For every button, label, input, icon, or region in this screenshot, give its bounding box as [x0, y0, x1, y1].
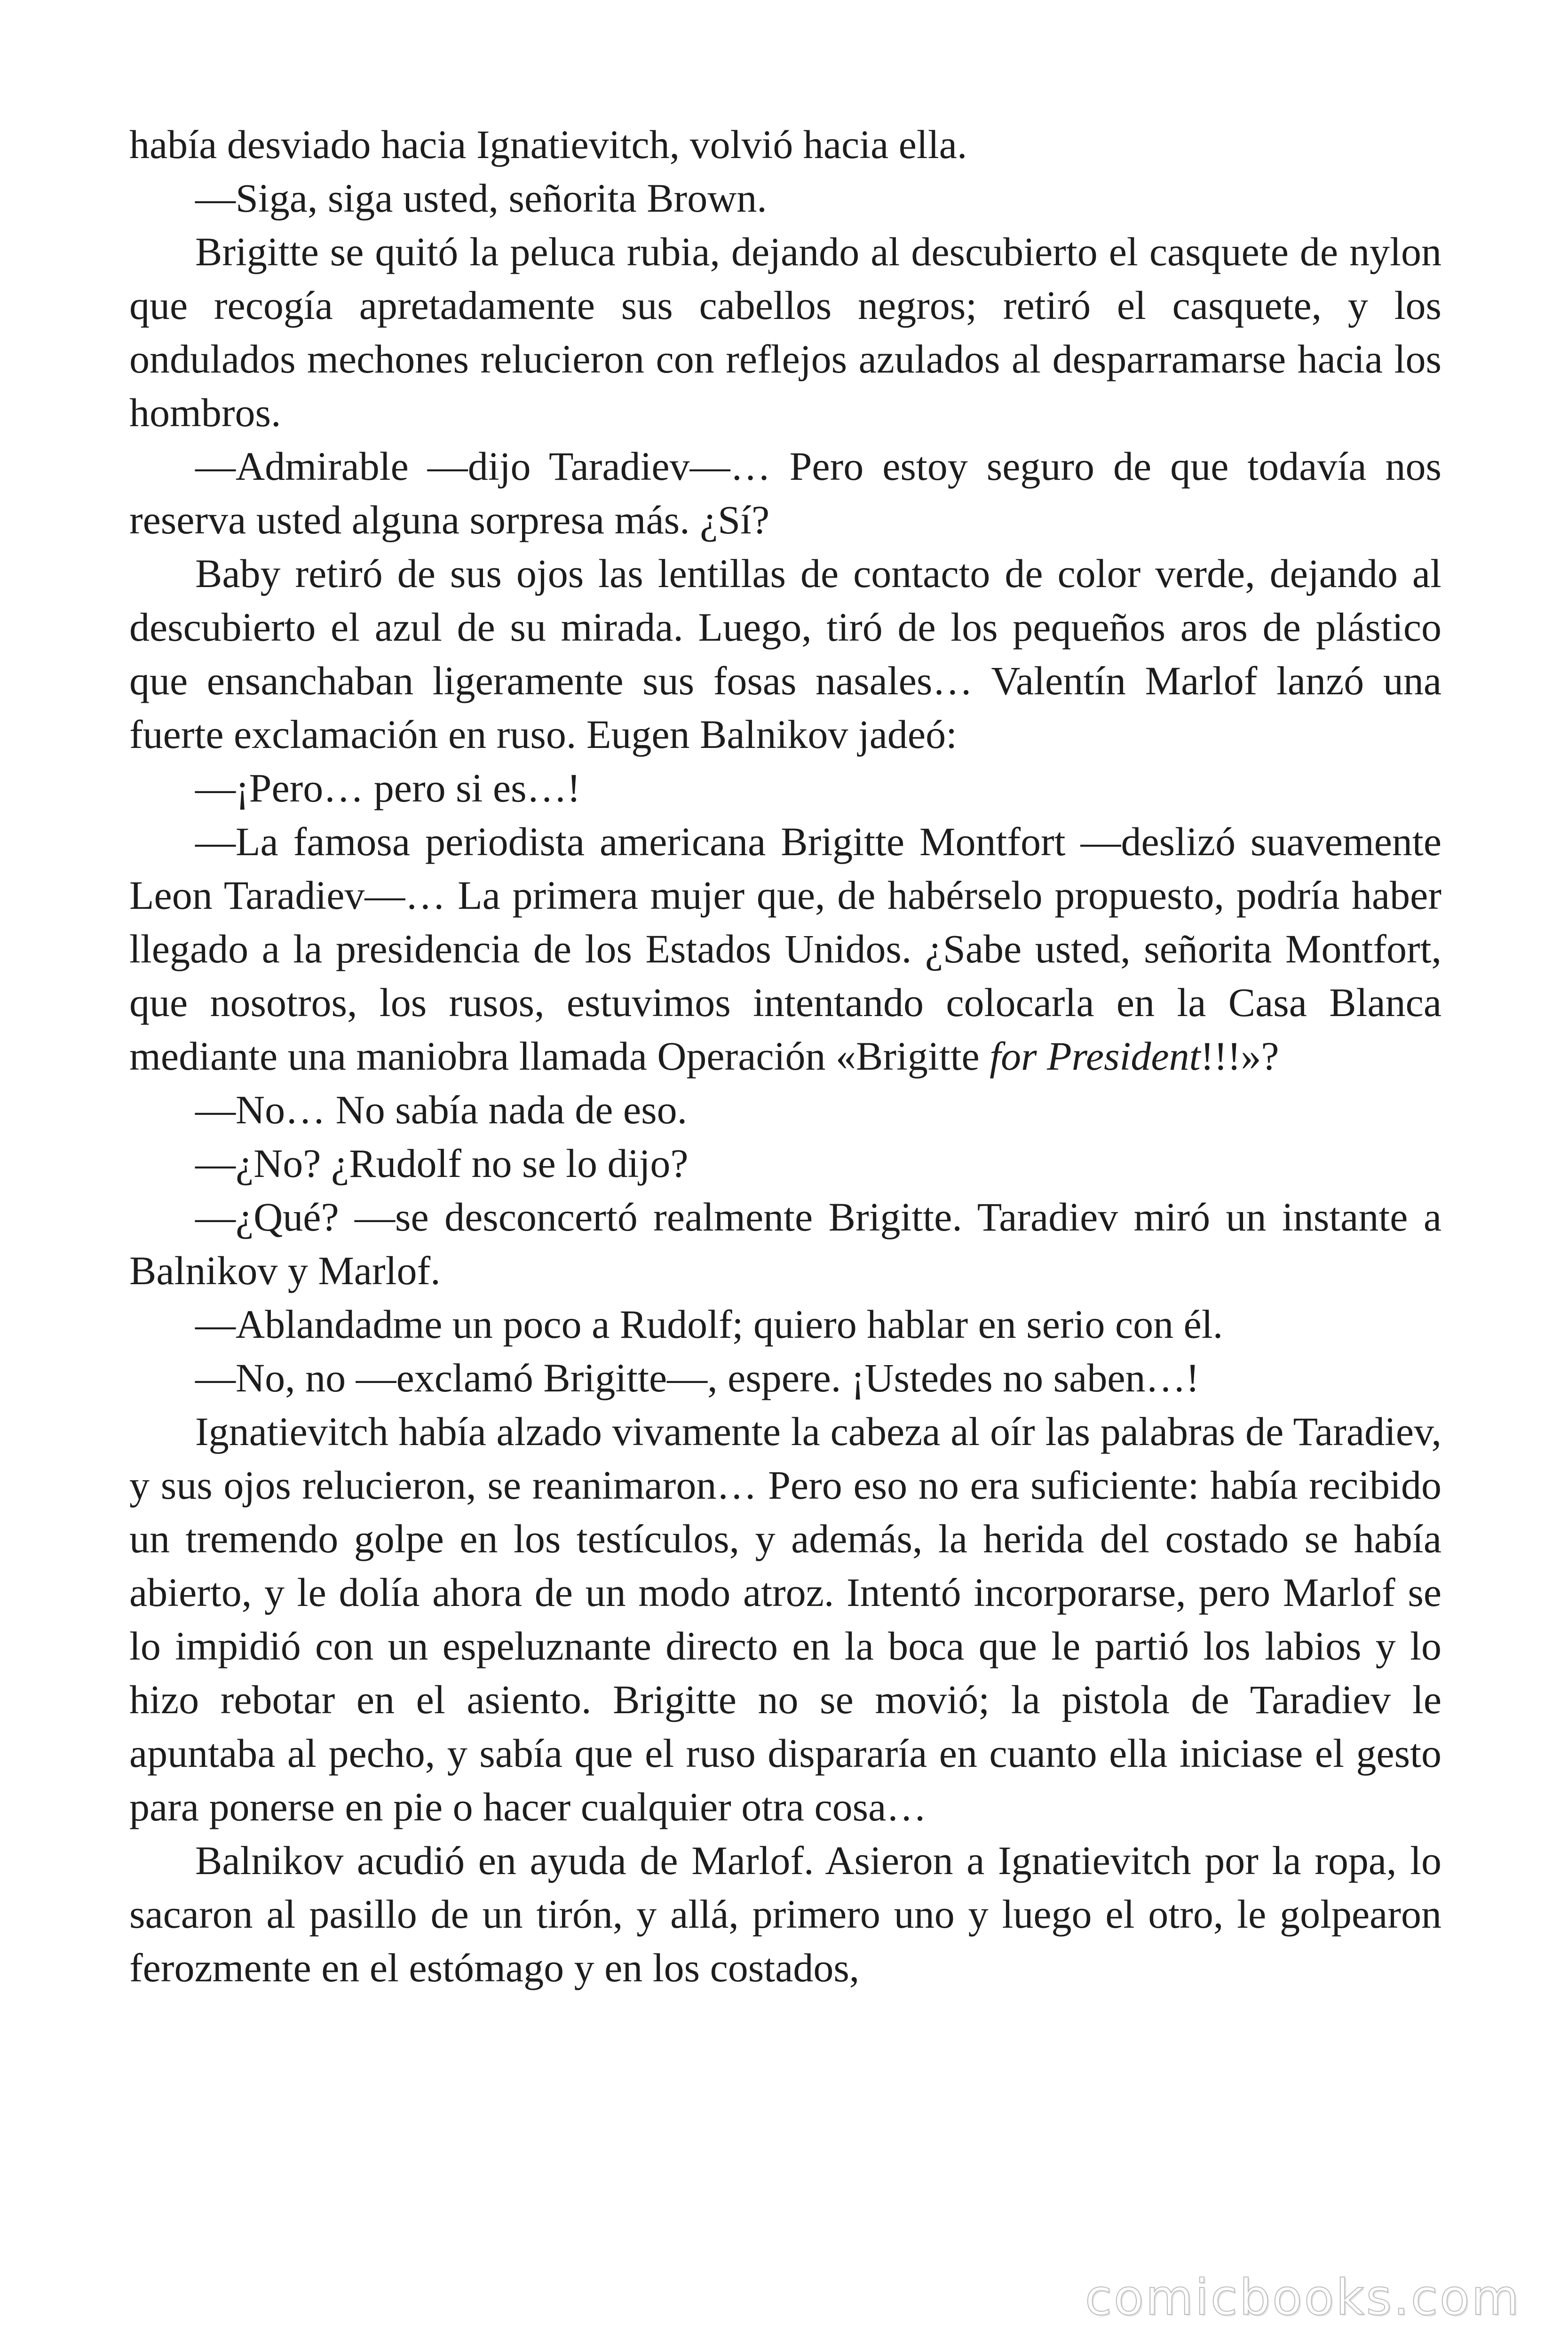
paragraph: —No, no —exclamó Brigitte—, espere. ¡Ustedes no saben…! — [195, 1355, 1200, 1400]
paragraph: —¿No? ¿Rudolf no se lo dijo? — [195, 1141, 689, 1186]
paragraph — [129, 815, 1441, 1083]
paragraph: —¡Pero… pero si es…! — [195, 765, 581, 810]
paragraph: había desviado hacia Ignatievitch, volvió hacia ella. — [129, 122, 967, 167]
page-body — [129, 118, 1441, 1994]
paragraph: Ignatievitch había alzado vivamente la cabeza al oír las palabras de Taradiev, y sus ojos relucieron, se reanimaron… Pero eso no era suficiente: había recibido un tremendo golpe en los testículos, y además, la herida del costado se había abierto, y le dolía ahora de un modo atroz. Intentó incorporarse, pero Marlof se lo impidió con un espeluznante directo en la boca que le partió los labios y lo hizo rebotar en el asiento. Brigitte no se movió; la pistola de Taradiev le apuntaba al pecho, y sabía que el ruso dispararía en cuanto ella iniciase el gesto para ponerse en pie o hacer cualquier otra cosa… — [129, 1409, 1441, 1829]
paragraph: —Ablandadme un poco a Rudolf; quiero hablar en serio con él. — [195, 1302, 1223, 1347]
paragraph-text: !!!»? — [1200, 1033, 1279, 1079]
paragraph: —Siga, siga usted, señorita Brown. — [195, 175, 767, 221]
paragraph: Baby retiró de sus ojos las lentillas de contacto de color verde, dejando al descubierto el azul de su mirada. Luego, tiró de los pequeños aros de plástico que ensanchaban ligeramente sus fosas nasales… Valentín Marlof lanzó una fuerte exclamación en ruso. Eugen Balnikov jadeó: — [129, 551, 1441, 757]
paragraph-text: —La famosa periodista americana Brigitte Montfort —deslizó suavemente Leon Taradiev—… La primera mujer que, de habérselo propuesto, podría haber llegado a la presidencia de los Estados Unidos. ¿Sabe usted, señorita Montfort, que nosotros, los rusos, estuvimos intentando colocarla en la Casa Blanca mediante una maniobra llamada Operación «Brigitte — [129, 819, 1441, 1079]
watermark: comicbooks.com — [1085, 2269, 1521, 2326]
paragraph: Balnikov acudió en ayuda de Marlof. Asieron a Ignatievitch por la ropa, lo sacaron al pasillo de un tirón, y allá, primero uno y luego el otro, le golpearon ferozmente en el estómago y en los costados, — [129, 1838, 1441, 1990]
paragraph: —¿Qué? —se desconcertó realmente Brigitte. Taradiev miró un instante a Balnikov y Marlof. — [129, 1194, 1441, 1293]
paragraph: Brigitte se quitó la peluca rubia, dejando al descubierto el casquete de nylon que recogía apretadamente sus cabellos negros; retiró el casquete, y los ondulados mechones relucieron con reflejos azulados al desparramarse hacia los hombros. — [129, 229, 1441, 435]
paragraph: —Admirable —dijo Taradiev—… Pero estoy seguro de que todavía nos reserva usted alguna sorpresa más. ¿Sí? — [129, 444, 1441, 542]
italic-title: for President — [990, 1033, 1201, 1079]
paragraph: —No… No sabía nada de eso. — [195, 1087, 688, 1132]
